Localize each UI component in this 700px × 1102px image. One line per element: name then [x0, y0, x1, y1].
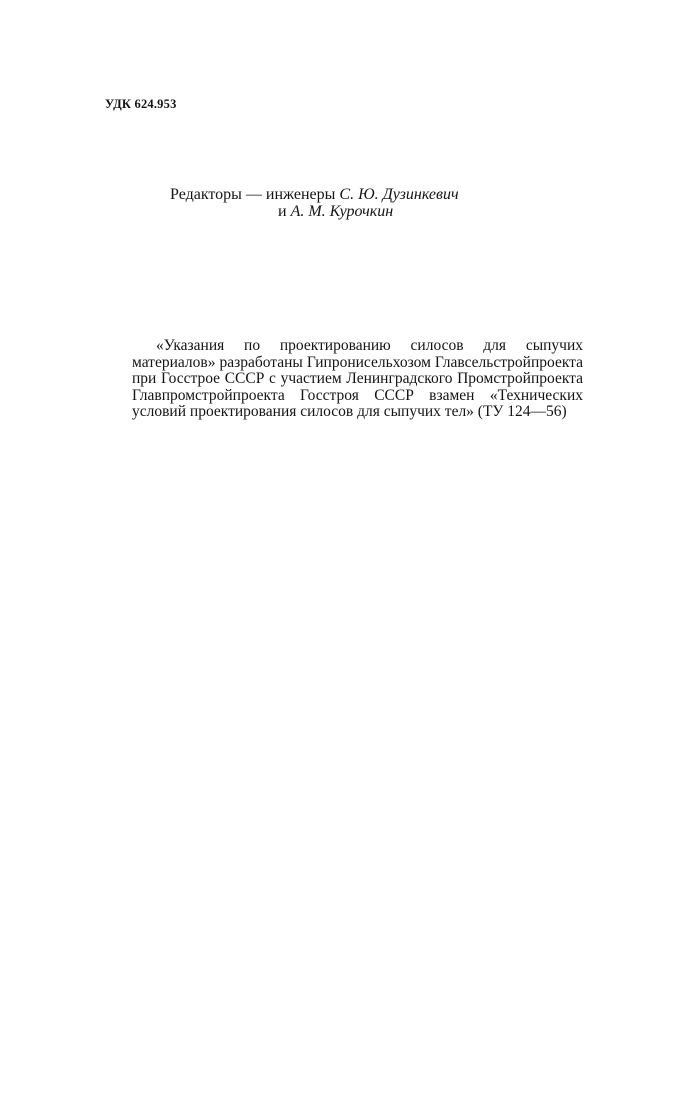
editors-line-2 [170, 203, 530, 220]
udk-code: УДК 624.953 [105, 97, 177, 111]
editor-name-1: С. Ю. Дузинкевич [339, 186, 459, 203]
editors-prefix: Редакторы — инженеры [170, 186, 340, 203]
editor-name-2: А. М. Курочкин [290, 203, 394, 220]
editors-conjunction: и [278, 203, 291, 220]
description-text: «Указания по проектированию силосов для сыпучих материалов» разработаны Гипронисельхозом Главсельстройпроекта при Госстрое СССР с участием Ленинградского Промстройпроекта Главпромстройпроекта Госстроя СССР взамен «Технических условий проектирования силосов для сыпучих тел» (ТУ 124—56) [132, 337, 583, 421]
description-paragraph [132, 338, 583, 421]
editors-block [170, 186, 530, 220]
editors-line-1 [170, 186, 530, 203]
